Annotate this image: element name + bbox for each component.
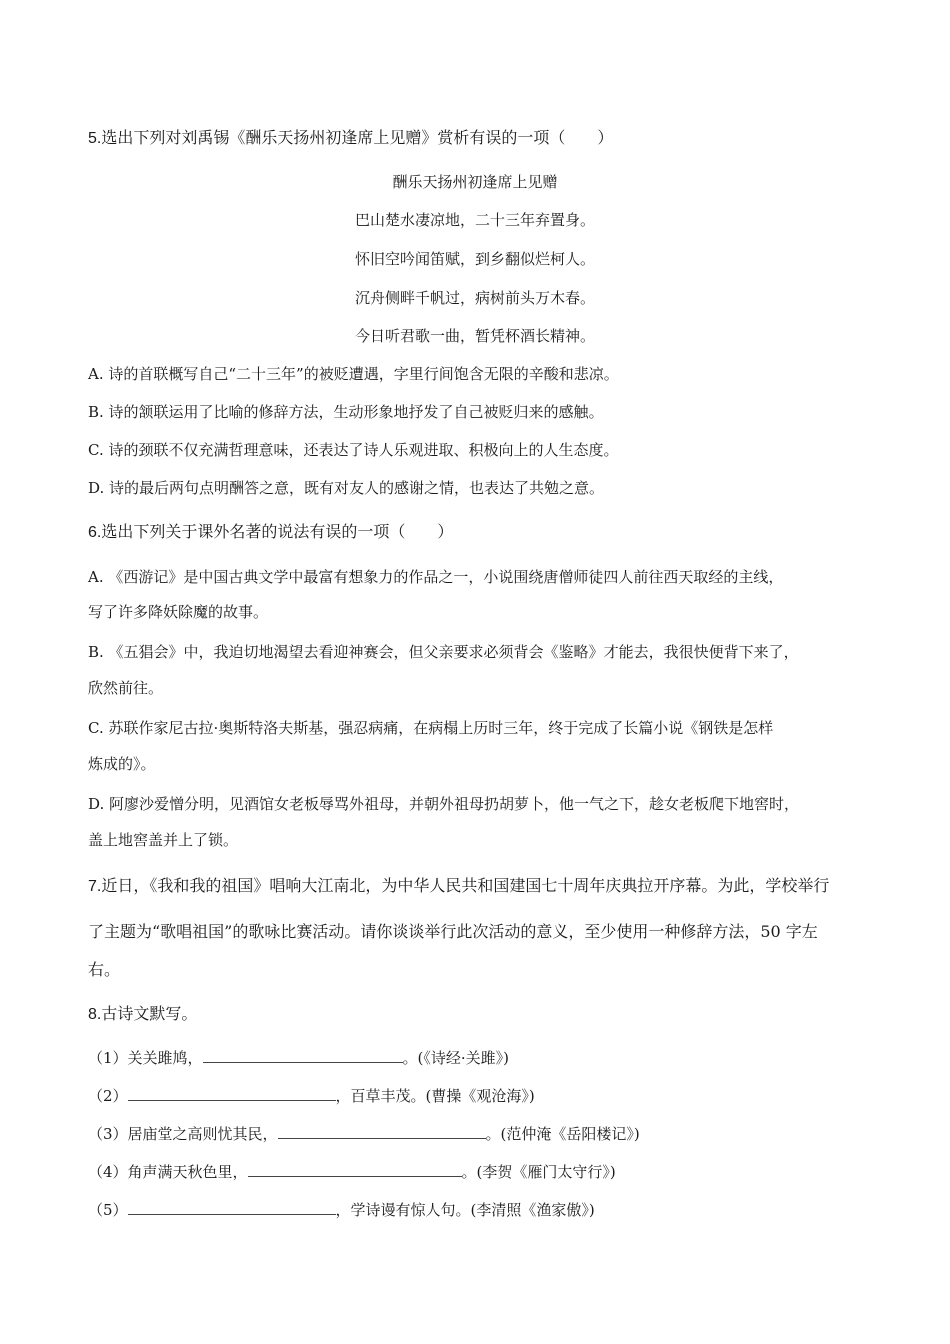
- question-5-option-d: D. 诗的最后两句点明酬答之意，既有对友人的感谢之情，也表达了共勉之意。: [88, 479, 605, 497]
- question-6: [88, 522, 453, 543]
- fill-item-4: （4）角声满天秋色里， 。(李贺《雁门太守行》): [88, 1163, 616, 1181]
- question-6-option-a: A. 《西游记》是中国古典文学中最富有想象力的作品之一，小说围绕唐僧师徒四人前往西天取经的主线，: [88, 568, 784, 586]
- question-6-option-d: D. 阿廖沙爱憎分明，见酒馆女老板辱骂外祖母，并朝外祖母扔胡萝卜，他一气之下，趁女老板爬下地窖时，: [88, 795, 800, 813]
- question-5: [88, 128, 613, 149]
- poem-line: 今日听君歌一曲，暂凭杯酒长精神。: [354, 327, 595, 345]
- question-6-option-b-cont: 欣然前往。: [88, 679, 164, 697]
- fill-item-5: （5） ，学诗谩有惊人句。(李清照《渔家傲》): [88, 1201, 595, 1219]
- answer-blank[interactable]: [128, 1086, 336, 1101]
- question-8-text: 古诗文默写。: [101, 1004, 198, 1023]
- question-5-option-c: C. 诗的颈联不仅充满哲理意味，还表达了诗人乐观进取、积极向上的人生态度。: [88, 441, 619, 459]
- question-6-text: 选出下列关于课外名著的说法有误的一项（ ）: [101, 522, 454, 541]
- question-5-option-b: B. 诗的颔联运用了比喻的修辞方法，生动形象地抒发了自己被贬归来的感触。: [88, 403, 604, 421]
- question-8-number: 8.: [88, 1006, 102, 1023]
- answer-blank[interactable]: [203, 1048, 403, 1063]
- poem-title: 酬乐天扬州初逢席上见赠: [392, 173, 558, 191]
- answer-blank[interactable]: [128, 1200, 336, 1215]
- question-6-option-c-cont: 炼成的》。: [88, 755, 156, 773]
- question-7-number: 7.: [88, 878, 102, 895]
- question-6-option-c: C. 苏联作家尼古拉·奥斯特洛夫斯基，强忍病痛，在病榻上历时三年，终于完成了长篇小说《钢铁是怎样: [88, 719, 774, 737]
- question-7-line-3: 右。: [88, 960, 121, 979]
- question-6-option-b: B. 《五猖会》中，我迫切地渴望去看迎神赛会，但父亲要求必须背会《鉴略》才能去，我很快便背下来了，: [88, 643, 799, 661]
- answer-blank[interactable]: [248, 1162, 462, 1177]
- question-7: [88, 876, 829, 897]
- fill-item-1: （1）关关雎鸠， 。(《诗经·关雎》): [88, 1049, 510, 1067]
- fill-item-2: （2） ，百草丰茂。(曹操《观沧海》): [88, 1087, 535, 1105]
- question-6-option-d-cont: 盖上地窖盖并上了锁。: [88, 831, 239, 849]
- fill-item-3: （3）居庙堂之高则忧其民， 。(范仲淹《岳阳楼记》): [88, 1125, 640, 1143]
- poem-line: 怀旧空吟闻笛赋，到乡翻似烂柯人。: [354, 250, 595, 268]
- poem-line: 巴山楚水凄凉地，二十三年弃置身。: [354, 211, 595, 229]
- question-6-option-a-cont: 写了许多降妖除魔的故事。: [88, 603, 269, 621]
- question-5-option-a: A. 诗的首联概写自己“二十三年”的被贬遭遇，字里行间饱含无限的辛酸和悲凉。: [88, 365, 619, 383]
- question-5-number: 5.: [88, 130, 102, 147]
- question-7-line-1: 近日，《我和我的祖国》唱响大江南北，为中华人民共和国建国七十周年庆典拉开序幕。为此，学校举行: [101, 876, 830, 895]
- answer-blank[interactable]: [278, 1124, 486, 1139]
- question-8: [88, 1004, 197, 1025]
- poem-line: 沉舟侧畔千帆过，病树前头万木春。: [354, 289, 595, 307]
- question-6-number: 6.: [88, 524, 102, 541]
- question-5-text: 选出下列对刘禹锡《酬乐天扬州初逢席上见赠》赏析有误的一项（ ）: [101, 128, 614, 147]
- question-7-line-2: 了主题为“歌唱祖国”的歌咏比赛活动。请你谈谈举行此次活动的意义，至少使用一种修辞方法，50 字左: [88, 922, 818, 941]
